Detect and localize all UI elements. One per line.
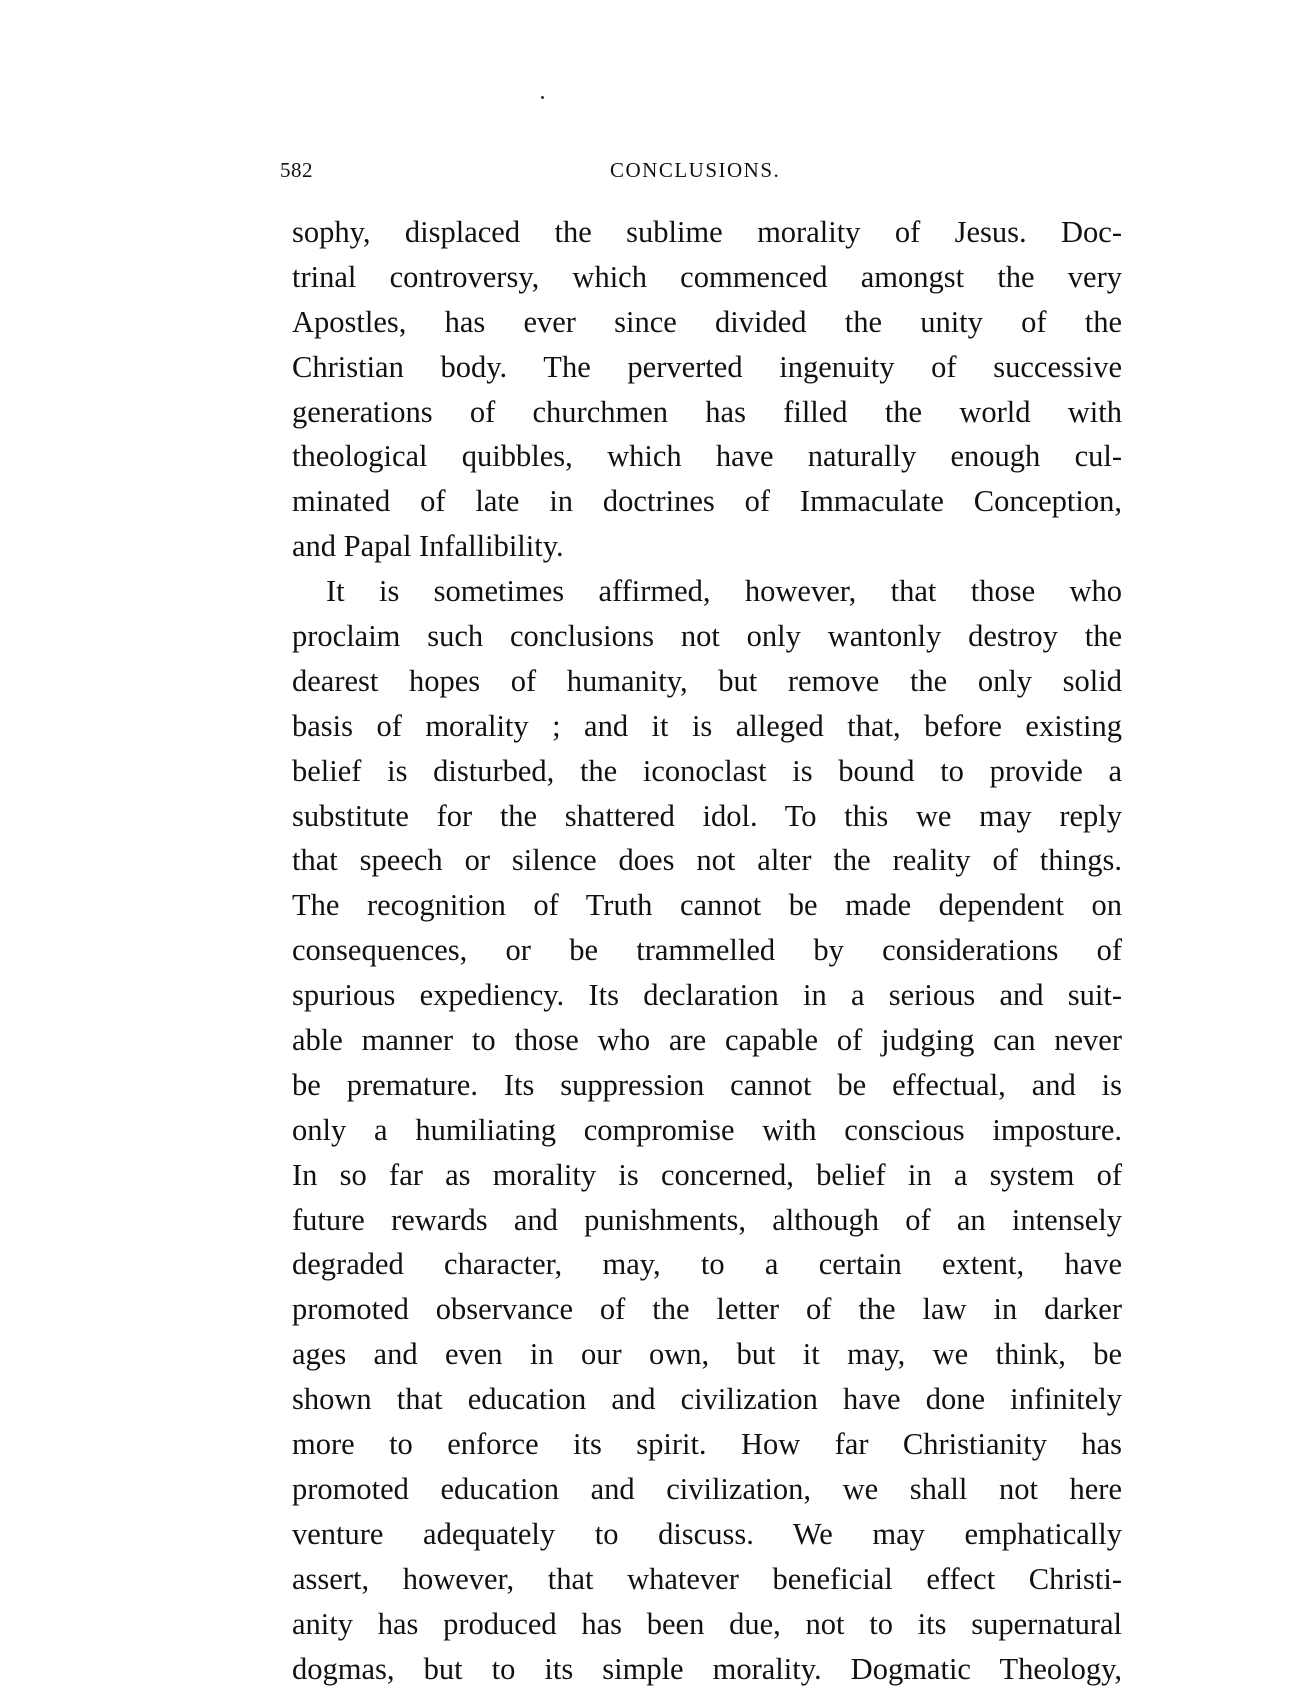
text-line: degraded character, may, to a certain extent, have xyxy=(292,1247,1122,1282)
running-head xyxy=(280,158,1120,188)
text-line: that speech or silence does not alter the reality of things. xyxy=(292,843,1122,878)
text-line: assert, however, that whatever beneficial effect Christi- xyxy=(292,1561,1122,1596)
text-line: more to enforce its spirit. How far Christianity has xyxy=(292,1427,1122,1462)
text-line: generations of churchmen has filled the world with xyxy=(292,394,1122,429)
text-line: sophy, displaced the sublime morality of Jesus. Doc- xyxy=(292,215,1122,249)
text-line: dearest hopes of humanity, but remove the only solid xyxy=(292,663,1122,698)
text-line: dogmas, but to its simple morality. Dogmatic Theology, xyxy=(292,1651,1122,1686)
running-title: CONCLUSIONS. xyxy=(610,158,781,182)
text-line: consequences, or be trammelled by considerations of xyxy=(292,933,1122,968)
text-line: able manner to those who are capable of judging can never xyxy=(292,1023,1122,1058)
text-line: ages and even in our own, but it may, we think, be xyxy=(292,1337,1122,1372)
text-line: basis of morality ; and it is alleged that, before existing xyxy=(292,708,1122,743)
page-number: 582 xyxy=(280,158,313,182)
text-line: minated of late in doctrines of Immaculate Conception, xyxy=(292,484,1122,519)
text-line: Christian body. The perverted ingenuity of successive xyxy=(292,349,1122,384)
text-line: shown that education and civilization have done infinitely xyxy=(292,1382,1122,1417)
text-line: substitute for the shattered idol. To this we may reply xyxy=(292,798,1122,833)
text-line: promoted education and civilization, we shall not here xyxy=(292,1471,1122,1506)
text-line: trinal controversy, which commenced amongst the very xyxy=(292,259,1122,294)
text-line: spurious expediency. Its declaration in a serious and suit- xyxy=(292,978,1122,1013)
text-line: anity has produced has been due, not to its supernatural xyxy=(292,1606,1122,1641)
text-line: It is sometimes affirmed, however, that those who xyxy=(326,574,1122,609)
text-line: and Papal Infallibility. xyxy=(292,529,564,564)
body-text xyxy=(292,210,1122,1691)
text-line: proclaim such conclusions not only wantonly destroy the xyxy=(292,619,1122,654)
ink-speck xyxy=(541,96,544,99)
text-line: Apostles, has ever since divided the unity of the xyxy=(292,304,1122,339)
text-line: In so far as morality is concerned, belief in a system of xyxy=(292,1157,1122,1192)
text-line: belief is disturbed, the iconoclast is bound to provide a xyxy=(292,753,1122,788)
text-line: theological quibbles, which have naturally enough cul- xyxy=(292,439,1122,474)
text-line: The recognition of Truth cannot be made dependent on xyxy=(292,888,1122,923)
text-line: be premature. Its suppression cannot be effectual, and is xyxy=(292,1067,1122,1102)
text-line: only a humiliating compromise with conscious imposture. xyxy=(292,1112,1122,1147)
text-line: future rewards and punishments, although of an intensely xyxy=(292,1202,1122,1237)
text-line: promoted observance of the letter of the law in darker xyxy=(292,1292,1122,1327)
text-line: venture adequately to discuss. We may emphatically xyxy=(292,1516,1122,1551)
